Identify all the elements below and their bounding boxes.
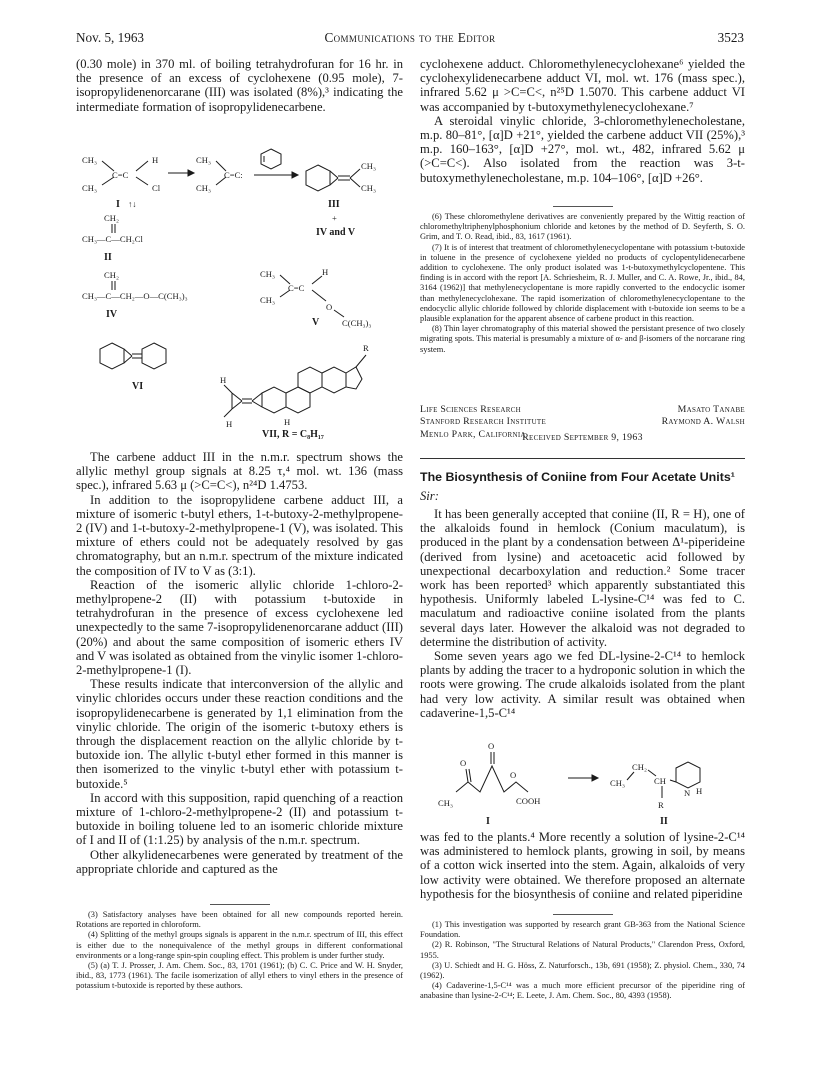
affiliation-line: Stanford Research Institute [420, 416, 547, 428]
atom-h: H [696, 786, 703, 796]
atom-n: N [684, 788, 691, 798]
header-page-number: 3523 [717, 30, 744, 45]
group-ch3: CH₃ [361, 183, 376, 193]
body-paragraph: Other alkylidenecarbenes were generated by treatment of the appropriate chloride and captured as the [76, 847, 403, 876]
label-compound-1: I [486, 816, 490, 827]
atom-o: O [460, 758, 467, 768]
group-c-eq-c-colon: C=C: [224, 170, 243, 180]
footnote: (2) R. Robinson, "The Structural Relations of Natural Products," Clarendon Press, Oxford, 1955. [420, 940, 745, 960]
body-paragraph: A steroidal vinylic chloride, 3-chloromethylenecholestane, m.p. 80–81°, [α]D +21°, yielded the carbene adduct VII (25%),³ m.p. 160–163°, [α]D +27°, mol. wt., 482, infrared 5.62 μ (>C=C<). Also isolated from the reaction was 3-t-butoxymethylenecholestane, m.p. 104–106°, [α]D +26°. [420, 113, 745, 185]
group-tbu: C(CH₃)₃ [342, 318, 372, 328]
group-ch3: CH₃ [361, 161, 376, 171]
left-column-body [76, 450, 403, 876]
body-paragraph: In addition to the isopropylidene carbene adduct III, a mixture of isomeric t-butyl ethers, 1-t-butoxy-2-methylpropene-2 (IV) and 1-t-butoxy-2-methylpropene-1 (V), was isolated. This mixture of ethers could not be adequately resolved by gas chromatography, but an n.m.r. spectrum of the mixture indicated the composition of IV to V as (3:1). [76, 492, 403, 578]
page-header [76, 30, 744, 48]
group-ch2: CH₂ [632, 762, 647, 772]
equilibrium-arrows: ↑↓ [128, 199, 137, 209]
reaction-scheme-coniine [420, 738, 745, 830]
body-paragraph: was fed to the plants.⁴ More recently a solution of lysine-2-C¹⁴ was administered to hemlock plants, growing in soil, by means of a cotton wick inserted into the stem. Again, alkaloids of very low activity were obtained. We therefore proposed an alternate hypothesis for the biosynthesis of coniine and related piperidine [420, 830, 745, 901]
article-title: The Biosynthesis of Coniine from Four Acetate Units¹ [420, 470, 735, 484]
salutation: Sir: [420, 489, 439, 503]
footnote: (3) Satisfactory analyses have been obtained for all new compounds reported herein. Rotations are reported in chloroform. [76, 910, 403, 930]
label-compound-vii: VII, R = C₈H₁₇ [262, 429, 324, 440]
group-r: R [363, 343, 369, 353]
group-ch: CH [654, 776, 666, 786]
label-compound-2: II [660, 816, 668, 827]
group-ch2: CH₂ [104, 270, 119, 280]
affiliation-line: Menlo Park, California [420, 428, 526, 440]
body-paragraph: (0.30 mole) in 370 ml. of boiling tetrahydrofuran for 16 hr. in the presence of an excess of cyclohexene (0.95 mole), 7-isopropylidenenorcarane (III) was isolated (8%),³ indicating the intermediate formation of isopropylidenecarbene. [76, 57, 403, 114]
group-ch3: CH₃ [610, 778, 625, 788]
footnote: (7) It is of interest that treatment of chloromethylenecyclopentane with potassium t-butoxide in toluene in the presence of cyclohexene yielded no products of cyclopentylidenecarbene addition to cyclohexene. The only product isolated was 1-t-butoxymethylcyclopentene. This finding is in accord with the report [A. Schriesheim, R. J. Muller, and C. A. Rowe, Jr., ibid., 84, 3164 (1962)] that methylenecyclopentane is more rapidly converted to the endocyclic isomer than methylenecyclohexane. The rapid isomerization of chloromethylenecyclopentane to the endocyclic allylic chloride followed by chloride displacement with t-butoxide ion seems to be a plausible explanation for the apparent absence of carbene product in this reaction. [420, 242, 745, 324]
footnote-divider [210, 904, 270, 905]
footnote: (3) U. Schiedt and H. G. Höss, Z. Naturforsch., 13b, 691 (1958); Z. physiol. Chem., 330, 74 (1962). [420, 960, 745, 981]
footnote: (4) Cadaverine-1,5-C¹⁴ was a much more efficient precursor of the piperidine ring of anabasine than lysine-2-C¹⁴; E. Leete, J. Am. Chem. Soc., 80, 4393 (1958). [420, 981, 745, 1001]
group-ch3: CH₃ [260, 295, 275, 305]
group-h: H [220, 375, 227, 385]
group-cl: Cl [152, 183, 161, 193]
right-footnotes [420, 212, 745, 355]
label-compound-v: V [312, 317, 320, 328]
group-c-eq-c: C=C [112, 170, 129, 180]
footnote: (8) Thin layer chromatography of this material showed the persistant presence of two closely migrating spots. This material is presumably a mixture of α- and β-isomers of the norcarane ring system. [420, 324, 745, 354]
article2-continuation [420, 830, 745, 901]
label-compound-vi: VI [132, 381, 144, 392]
body-paragraph: Reaction of the isomeric allylic chloride 1-chloro-2-methylpropene-2 (II) with potassium t-butoxide in tetrahydrofuran in the presence of excess cyclohexene led unexpectedly to the same 7-isopropylidenenorcarane adduct (III) (20%) and about the same composition of isomeric ethers IV and V was isolated as obtained from the vinylic isomer 1-chloro-2-methylpropene-1 (I). [76, 577, 403, 678]
group-h: H [152, 155, 159, 165]
plus-sign: + [332, 213, 337, 223]
group-c-eq-c: C=C [288, 283, 305, 293]
footnote: (6) These chloromethylene derivatives are conveniently prepared by the Wittig reaction of chloromethyltriphenylphosphonium chloride and ketones by the method of D. Seyferth, S. O. Grim, and T. O. Read, ibid., 83, 1617 (1961). [420, 212, 745, 242]
group-o: O [326, 302, 333, 312]
group-ch3: CH₃ [196, 183, 211, 193]
group-ch3: CH₃ [82, 183, 97, 193]
body-paragraph: Some seven years ago we fed DL-lysine-2-C¹⁴ to hemlock plants by adding the tracer to a hydroponic solution in which the roots were growing. The crude alkaloids isolated from the plant had very low activity. A similar result was obtained when cadaverine-1,5-C¹⁴ [420, 649, 745, 720]
formula-iv: CH₃—C—CH₂—O—C(CH₃)₃ [82, 291, 188, 301]
right-column-top [420, 57, 745, 185]
group-ch3: CH₃ [438, 798, 453, 808]
body-paragraph: The carbene adduct III in the n.m.r. spectrum shows the allylic methyl group signals at 8.25 τ,⁴ mol. wt. 136 (mass spec.), infrared 5.63 μ (>C=C<), n²⁴D 1.4753. [76, 450, 403, 493]
footnote-divider [553, 206, 613, 207]
group-ch2: CH₂ [104, 213, 119, 223]
label-compound-iv: IV [106, 309, 118, 320]
left-footnotes [76, 910, 403, 992]
group-ch3: CH₃ [196, 155, 211, 165]
body-paragraph: It has been generally accepted that coniine (II, R = H), one of the alkaloids found in hemlock (Conium maculatum), is produced in the plant by a condensation between Δ¹-piperideine (derived from lysine) and acetoacetic acid followed by unexpectional decarboxylation and reduction.² Some tracer work has been reported³ which apparently substantiated this hypothesis. Uniformly labeled L-lysine-C¹⁴ was fed to C. maculatum and radioactive coniine isolated from the plants several days later. However the alkaloid was not degraded to determine the distribution of activity. [420, 507, 745, 649]
group-r: R [658, 800, 664, 810]
formula-ii: CH₃—C—CH₂Cl [82, 234, 143, 244]
header-date: Nov. 5, 1963 [76, 30, 145, 45]
footnote: (5) (a) T. J. Prosser, J. Am. Chem. Soc., 83, 1701 (1961); (b) C. C. Price and W. H. Snyder, ibid., 83, 1773 (1961). The facile isomerization of allyl ethers to vinyl ethers in the presence of potassium t-butoxide is reported by these authors. [76, 961, 403, 991]
group-h: H [322, 267, 329, 277]
group-ch3: CH₃ [82, 155, 97, 165]
article-divider [420, 458, 745, 459]
left-column-top [76, 57, 403, 114]
article2-body [420, 507, 745, 720]
footnote: (4) Splitting of the methyl groups signals is apparent in the n.m.r. spectrum of III, this effect is either due to the nonequivalence of the methyl groups in different conformational environments or a long-range spin-spin coupling effect. This problem is under further study. [76, 930, 403, 960]
affiliation-line: Life Sciences Research [420, 404, 522, 415]
body-paragraph: cyclohexene adduct. Chloromethylenecyclohexane⁶ yielded the cyclohexylidenecarbene adduct VI, mol. wt. 176 (mass spec.), infrared 5.62 μ >C=C<, n²⁵D 1.5070. This carbene adduct VI was accompanied by t-butoxymethylenecyclohexane.⁷ [420, 57, 745, 114]
footnote-divider [553, 914, 613, 915]
label-iv-and-v: IV and V [316, 227, 356, 238]
label-compound-iii: III [328, 199, 340, 210]
atom-o: O [510, 770, 517, 780]
author-name: Raymond A. Walsh [661, 416, 745, 428]
group-cooh: COOH [516, 796, 541, 806]
header-section-title: Communications to the Editor [324, 30, 496, 45]
group-ch3: CH₃ [260, 269, 275, 279]
atom-o: O [488, 741, 495, 751]
group-h: H [284, 417, 291, 427]
received-date: Received September 9, 1963 [522, 432, 643, 443]
author-name: Masato Tanabe [677, 404, 745, 415]
label-compound-i: I [116, 199, 120, 210]
label-compound-ii: II [104, 252, 112, 263]
body-paragraph: In accord with this supposition, rapid quenching of a reaction mixture of 1-chloro-2-methylpropene-2 (II) and potassium t-butoxide in boiling toluene led to an isomeric chloride mixture of I and II of (1:1.25) by analysis of the n.m.r. spectrum. [76, 790, 403, 848]
footnote: (1) This investigation was supported by research grant GB-363 from the National Science Foundation. [420, 920, 745, 940]
group-h: H [226, 419, 233, 429]
body-paragraph: These results indicate that interconversion of the allylic and vinylic chlorides occurs under these reaction conditions and the isopropylidenecarbene is generated by 1,1 elimination from the vinylic chloride. The origin of the isomeric t-butoxy ethers is through the displacement reaction on the allylic chloride by t-butoxide ion. The allylic t-butyl ether formed in this manner is then isomerized to the vinylic t-butyl ether with potassium t-butoxide.⁵ [76, 677, 403, 791]
article2-footnotes [420, 920, 745, 1002]
reaction-scheme-carbenes [76, 145, 406, 445]
